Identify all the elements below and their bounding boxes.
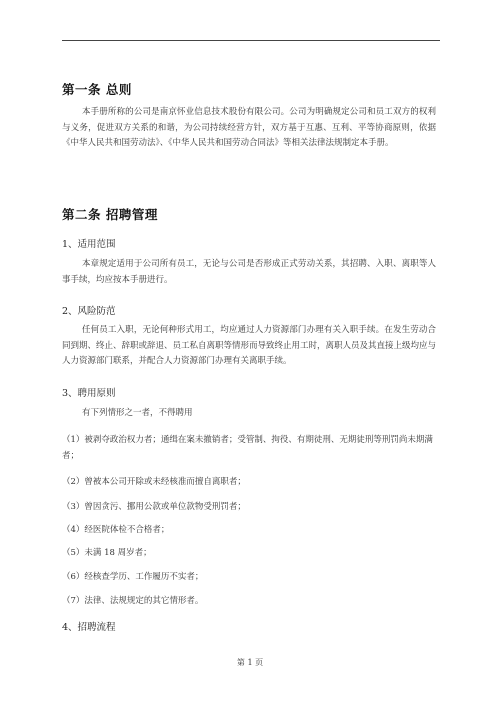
list-item: （3）曾因贪污、挪用公款或单位款物受刑罚者； (62, 502, 246, 512)
general-paragraph: 本手册所称的公司是南京怀业信息技术股份有限公司。公司为明确规定公司和员工双方的权利与义务，促进双方关系的和谐，为公司持续经营方针，双方基于互惠、互利、平等协商原则，依据《中华人民共和国劳动法》、《中华人民共和国劳动合同法》等相关法律法规制定本手册。 (62, 107, 436, 148)
header-rule (62, 40, 440, 41)
risk-paragraph: 任何员工入职，无论何种形式用工，均应通过人力资源部门办理有关入职手续。在发生劳动合同到期、终止、辞职或辞退、员工私自离职等情形而导致终止用工时，离职人员及其直接上级均应与人力资源部门联系，并配合人力资源部门办理有关离职手续。 (62, 325, 437, 366)
principles-intro: 有下列情形之一者，不得聘用 (82, 408, 193, 418)
list-item: （7）法律、法规规定的其它情形者。 (62, 596, 204, 606)
subsection-heading-scope: 1、适用范围 (62, 239, 116, 250)
page-number: 第 1 页 (236, 658, 264, 667)
subsection-heading-principles: 3、聘用原则 (62, 388, 116, 399)
list-item: （6）经核查学历、工作履历不实者； (62, 572, 204, 582)
scope-paragraph: 本章规定适用于公司所有员工，无论与公司是否形成正式劳动关系，其招聘、入职、离职等人事手续，均应按本手册进行。 (62, 259, 436, 285)
list-item: （4）经医院体检不合格者； (62, 525, 170, 535)
list-item: （1）被剥夺政治权力者；通缉在案未撤销者；受管制、拘役、有期徒刑、无期徒刑等刑罚尚未期满者； (62, 435, 433, 461)
subsection-heading-risk: 2、风险防范 (62, 306, 116, 317)
section-title-general: 第一条 总则 (62, 82, 132, 97)
list-item: （5）未满 18 周岁者； (62, 548, 152, 558)
subsection-heading-process: 4、招聘流程 (62, 622, 116, 633)
section-title-recruitment: 第二条 招聘管理 (62, 207, 158, 222)
list-item: （2）曾被本公司开除或未经核准而擅自离职者； (62, 477, 246, 487)
